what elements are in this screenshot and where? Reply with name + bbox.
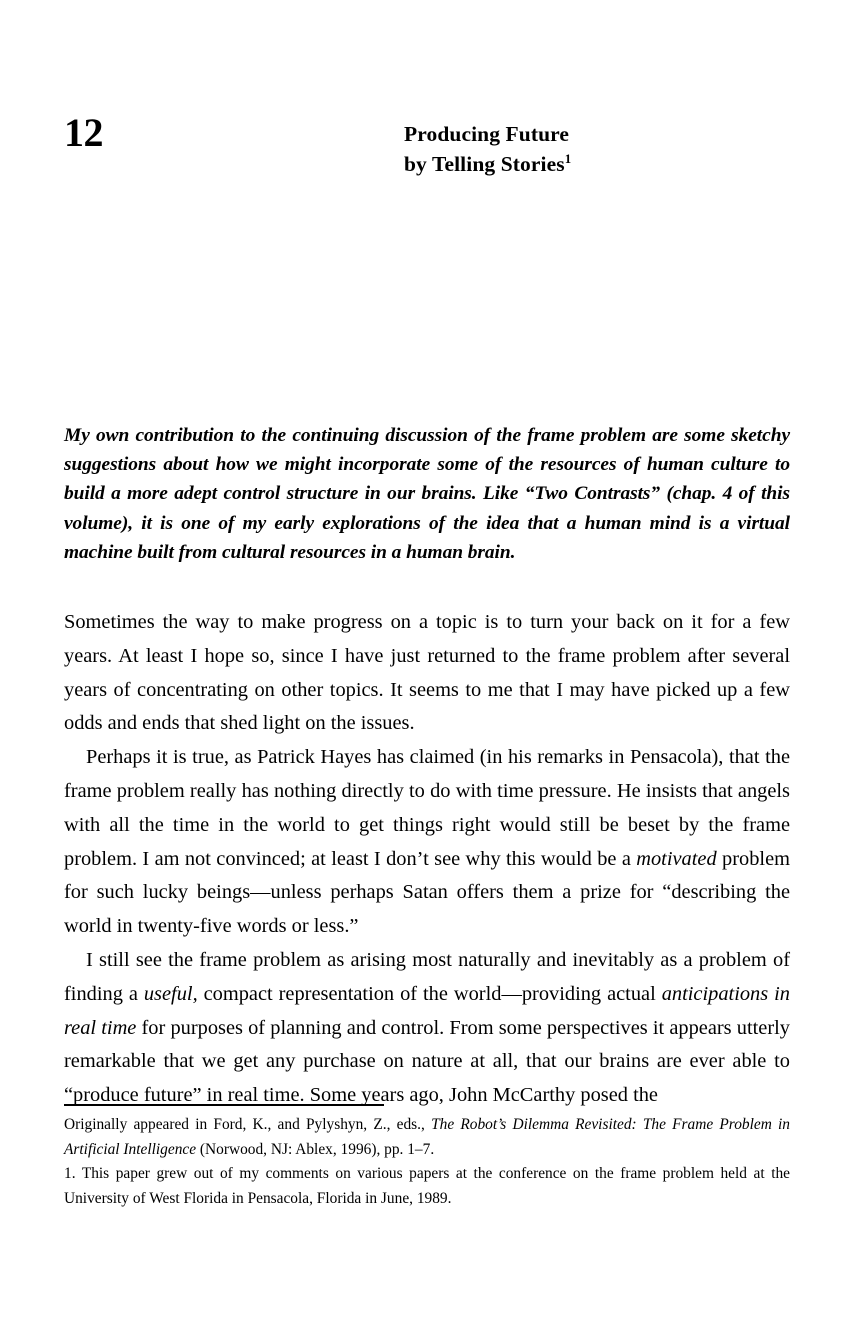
paragraph-2 xyxy=(64,741,790,944)
paragraph-3-text-part-1: I still see the frame problem as arising most naturally and inevitably as a problem of finding a xyxy=(64,948,790,1005)
abstract-block xyxy=(64,421,790,567)
abstract-text: My own contribution to the continuing discussion of the frame problem are some sketchy suggestions about how we might incorporate some of the resources of human culture to build a more adept control structure in our brains. Like “Two Contrasts” (chap. 4 of this volume), it is one of my early explorations of the idea that a human mind is a virtual machine built from cultural resources in a human brain. xyxy=(64,425,790,563)
source-note-part-1: Originally appeared in Ford, K., and Pylyshyn, Z., eds., xyxy=(64,1116,432,1133)
paragraph-2-text-part-1: Perhaps it is true, as Patrick Hayes has claimed (in his remarks in Pensacola), that the frame problem really has nothing directly to do with time pressure. He insists that angels with all the time in the world to get things right would still be beset by the frame problem. I am not convinced; at least I don’t see why this would be a xyxy=(64,746,790,870)
paragraph-3-emphasis-1: useful, xyxy=(143,982,198,1005)
chapter-header xyxy=(64,110,788,193)
footnote-area xyxy=(64,1104,790,1211)
footnote-separator-rule xyxy=(64,1104,384,1106)
chapter-title-line-2: by Telling Stories xyxy=(404,152,565,176)
source-note-book-title: The Robot’s Dilemma Revisited: The Frame Problem in Artificial Intelligence xyxy=(64,1116,791,1158)
paragraph-2-emphasis: motivated xyxy=(636,847,717,870)
source-note xyxy=(64,1113,790,1162)
paragraph-3 xyxy=(64,944,790,1113)
paragraph-2-text-part-2: problem for such lucky beings—unless perhaps Satan offers them a prize for “describing the world in twenty-five words or less.” xyxy=(64,847,790,938)
footnote-1: 1. This paper grew out of my comments on various papers at the conference on the frame problem held at the University of West Florida in Pensacola, Florida in June, 1989. xyxy=(64,1165,790,1207)
paragraph-3-text-part-3: for purposes of planning and control. From some perspectives it appears utterly remarkable that we get any purchase on nature at all, that our brains are ever able to “produce future” in real time. Some years ago, John McCarthy posed the xyxy=(64,1016,790,1107)
chapter-number: 12 xyxy=(64,110,103,155)
paragraph-1-text: Sometimes the way to make progress on a topic is to turn your back on it for a few years. At least I hope so, since I have just returned to the frame problem after several years of concentrating on other topics. It seems to me that I may have picked up a few odds and ends that shed light on the issues. xyxy=(64,611,790,735)
body-text xyxy=(64,606,790,1113)
paragraph-3-text-part-2: compact representation of the world—providing actual xyxy=(197,982,662,1005)
paragraph-1 xyxy=(64,606,790,741)
chapter-title xyxy=(404,119,571,179)
chapter-title-line-1: Producing Future xyxy=(404,122,570,146)
paragraph-3-emphasis-2: anticipations in real time xyxy=(64,982,790,1039)
source-note-part-2: (Norwood, NJ: Ablex, 1996), pp. 1–7. xyxy=(196,1140,435,1158)
title-footnote-marker: 1 xyxy=(564,151,572,166)
